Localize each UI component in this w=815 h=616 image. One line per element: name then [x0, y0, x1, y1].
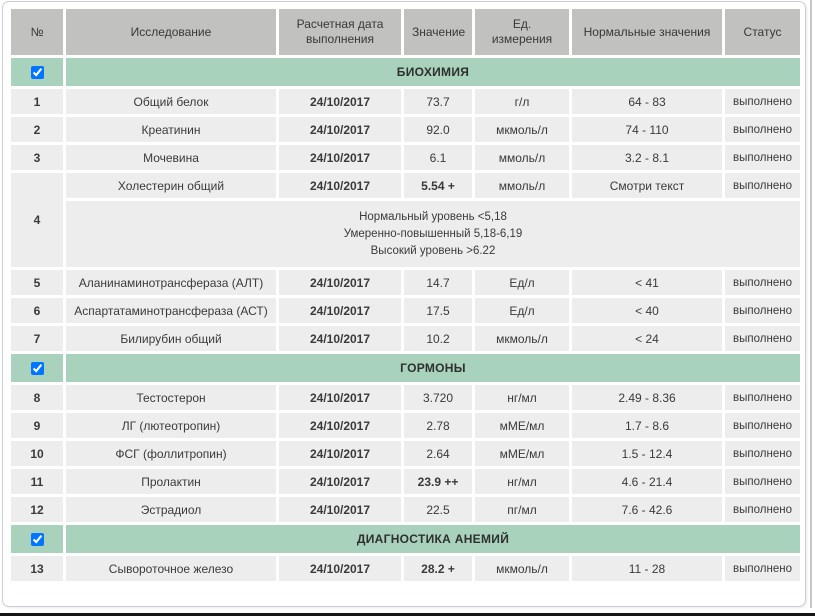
status-badge: выполнено	[725, 298, 800, 323]
test-date: 24/10/2017	[279, 89, 401, 114]
test-unit: мкмоль/л	[475, 117, 569, 142]
status-badge: выполнено	[725, 441, 800, 466]
status-badge: выполнено	[725, 497, 800, 522]
test-date: 24/10/2017	[279, 385, 401, 410]
results-tbody	[11, 58, 800, 581]
section-header-row	[11, 58, 800, 86]
row-number: 10	[11, 441, 63, 466]
row-number: 11	[11, 469, 63, 494]
section-checkbox[interactable]	[31, 362, 44, 375]
status-badge: выполнено	[725, 413, 800, 438]
section-checkbox[interactable]	[31, 533, 44, 546]
test-unit: Ед/л	[475, 270, 569, 295]
column-header-test: Исследование	[66, 9, 276, 55]
table-row	[11, 270, 800, 295]
row-number: 13	[11, 556, 63, 581]
test-normal-range: 74 - 110	[572, 117, 722, 142]
test-date: 24/10/2017	[279, 117, 401, 142]
test-normal-range: 3.2 - 8.1	[572, 145, 722, 170]
test-name: Сывороточное железо	[66, 556, 276, 581]
table-row	[11, 89, 800, 114]
test-name: Холестерин общий	[66, 173, 276, 198]
test-value: 6.1	[404, 145, 472, 170]
test-name: Пролактин	[66, 469, 276, 494]
test-value: 14.7	[404, 270, 472, 295]
test-normal-range: 7.6 - 42.6	[572, 497, 722, 522]
test-unit: нг/мл	[475, 385, 569, 410]
table-row	[11, 298, 800, 323]
test-date: 24/10/2017	[279, 270, 401, 295]
row-number: 7	[11, 326, 63, 351]
column-header-num: №	[11, 9, 63, 55]
test-value: 5.54 +	[404, 173, 472, 198]
row-number: 9	[11, 413, 63, 438]
test-name: Общий белок	[66, 89, 276, 114]
section-title: ДИАГНОСТИКА АНЕМИЙ	[66, 525, 800, 553]
test-value: 10.2	[404, 326, 472, 351]
header-row	[11, 9, 800, 55]
row-number: 2	[11, 117, 63, 142]
row-number: 1	[11, 89, 63, 114]
test-normal-range: < 40	[572, 298, 722, 323]
test-normal-range: < 41	[572, 270, 722, 295]
table-row	[11, 497, 800, 522]
test-note	[66, 201, 800, 267]
column-header-value: Значение	[404, 9, 472, 55]
test-unit: ммоль/л	[475, 145, 569, 170]
status-badge: выполнено	[725, 145, 800, 170]
status-badge: выполнено	[725, 385, 800, 410]
test-date: 24/10/2017	[279, 145, 401, 170]
table-row	[11, 413, 800, 438]
test-value: 92.0	[404, 117, 472, 142]
test-name: ФСГ (фоллитропин)	[66, 441, 276, 466]
column-header-date: Расчетная дата выполнения	[279, 9, 401, 55]
test-normal-range: Смотри текст	[572, 173, 722, 198]
test-name: Аспартатаминотрансфераза (АСТ)	[66, 298, 276, 323]
test-value: 2.78	[404, 413, 472, 438]
test-unit: Ед/л	[475, 298, 569, 323]
test-normal-range: 4.6 - 21.4	[572, 469, 722, 494]
row-number: 5	[11, 270, 63, 295]
test-date: 24/10/2017	[279, 298, 401, 323]
test-date: 24/10/2017	[279, 326, 401, 351]
table-row	[11, 117, 800, 142]
row-number: 8	[11, 385, 63, 410]
note-line: Нормальный уровень <5,18	[359, 210, 507, 223]
test-value: 3.720	[404, 385, 472, 410]
test-unit: мкмоль/л	[475, 556, 569, 581]
section-checkbox[interactable]	[31, 66, 44, 79]
status-badge: выполнено	[725, 326, 800, 351]
row-number: 3	[11, 145, 63, 170]
test-unit: мкмоль/л	[475, 326, 569, 351]
table-row	[11, 469, 800, 494]
section-checkbox-cell	[11, 58, 63, 86]
table-header	[11, 9, 800, 55]
section-checkbox-cell	[11, 354, 63, 382]
test-date: 24/10/2017	[279, 413, 401, 438]
test-date: 24/10/2017	[279, 173, 401, 198]
test-unit: г/л	[475, 89, 569, 114]
test-normal-range: 11 - 28	[572, 556, 722, 581]
row-number: 6	[11, 298, 63, 323]
test-unit: ммоль/л	[475, 173, 569, 198]
note-line: Умеренно-повышенный 5,18-6,19	[343, 227, 523, 240]
test-name: Мочевина	[66, 145, 276, 170]
test-value: 73.7	[404, 89, 472, 114]
column-header-unit: Ед. измерения	[475, 9, 569, 55]
table-row	[11, 385, 800, 410]
table-row	[11, 556, 800, 581]
test-date: 24/10/2017	[279, 469, 401, 494]
column-header-normal: Нормальные значения	[572, 9, 722, 55]
test-date: 24/10/2017	[279, 556, 401, 581]
test-unit: мМЕ/мл	[475, 441, 569, 466]
test-normal-range: 1.5 - 12.4	[572, 441, 722, 466]
status-badge: выполнено	[725, 469, 800, 494]
status-badge: выполнено	[725, 173, 800, 198]
test-value: 17.5	[404, 298, 472, 323]
table-row	[11, 441, 800, 466]
test-name: Тестостерон	[66, 385, 276, 410]
status-badge: выполнено	[725, 117, 800, 142]
row-number: 4	[11, 173, 63, 267]
test-unit: мМЕ/мл	[475, 413, 569, 438]
test-normal-range: 64 - 83	[572, 89, 722, 114]
section-header-row	[11, 525, 800, 553]
test-normal-range: 2.49 - 8.36	[572, 385, 722, 410]
table-row	[11, 173, 800, 198]
table-row	[11, 145, 800, 170]
test-unit: пг/мл	[475, 497, 569, 522]
test-normal-range: 1.7 - 8.6	[572, 413, 722, 438]
section-header-row	[11, 354, 800, 382]
test-name: Аланинаминотрансфераза (АЛТ)	[66, 270, 276, 295]
table-row	[11, 326, 800, 351]
test-value: 23.9 ++	[404, 469, 472, 494]
test-normal-range: < 24	[572, 326, 722, 351]
status-badge: выполнено	[725, 89, 800, 114]
section-title: ГОРМОНЫ	[66, 354, 800, 382]
status-badge: выполнено	[725, 556, 800, 581]
test-name: ЛГ (лютеотропин)	[66, 413, 276, 438]
test-name: Билирубин общий	[66, 326, 276, 351]
test-name: Креатинин	[66, 117, 276, 142]
section-title: БИОХИМИЯ	[66, 58, 800, 86]
results-panel	[2, 1, 806, 607]
test-date: 24/10/2017	[279, 497, 401, 522]
column-header-status: Статус	[725, 9, 800, 55]
row-number: 12	[11, 497, 63, 522]
results-table	[8, 6, 803, 584]
test-value: 22.5	[404, 497, 472, 522]
window-right-edge	[810, 0, 812, 608]
test-name: Эстрадиол	[66, 497, 276, 522]
test-value: 2.64	[404, 441, 472, 466]
test-date: 24/10/2017	[279, 441, 401, 466]
note-row	[11, 201, 800, 267]
test-unit: нг/мл	[475, 469, 569, 494]
status-badge: выполнено	[725, 270, 800, 295]
section-checkbox-cell	[11, 525, 63, 553]
test-value: 28.2 +	[404, 556, 472, 581]
note-line: Высокий уровень >6.22	[370, 244, 496, 257]
